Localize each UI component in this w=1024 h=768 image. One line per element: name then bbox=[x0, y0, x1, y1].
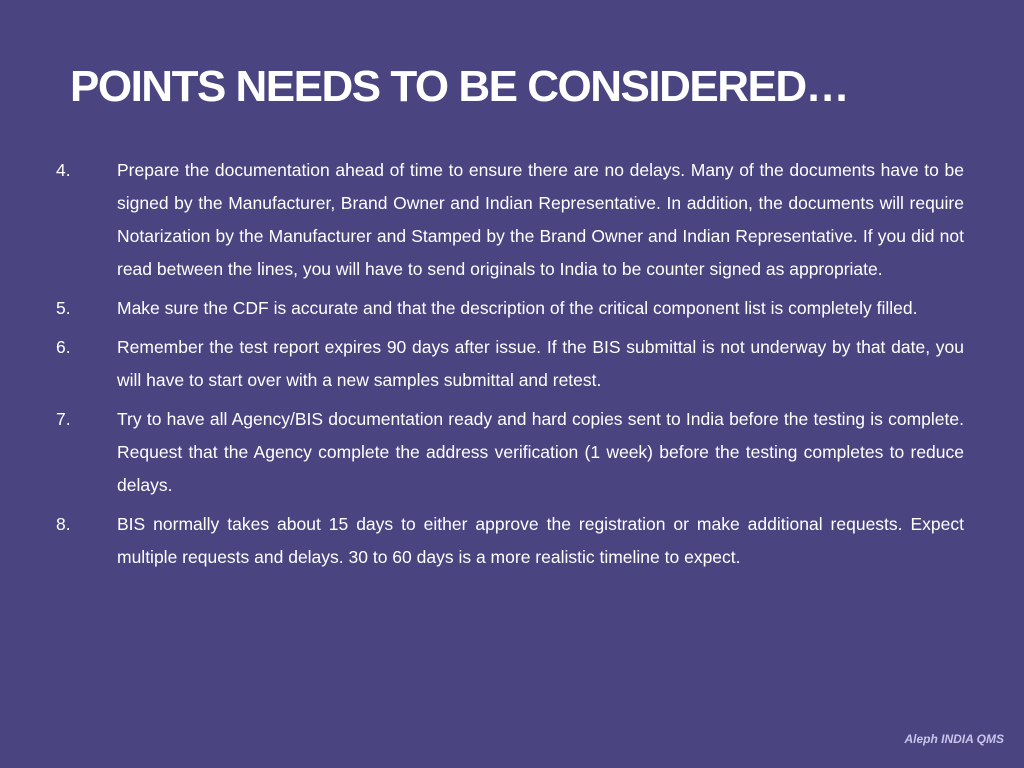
list-item bbox=[56, 403, 964, 502]
point-number: 7. bbox=[56, 409, 71, 429]
list-item bbox=[56, 292, 964, 325]
list-item bbox=[56, 508, 964, 574]
point-text: Remember the test report expires 90 days after issue. If the BIS submittal is not underway by that date, you will have to start over with a new samples submittal and retest. bbox=[117, 337, 964, 390]
slide-title: POINTS NEEDS TO BE CONSIDERED… bbox=[70, 62, 849, 111]
point-number: 5. bbox=[56, 298, 71, 318]
point-number: 4. bbox=[56, 160, 71, 180]
point-text: BIS normally takes about 15 days to either approve the registration or make additional requests. Expect multiple requests and delays. 30 to 60 days is a more realistic timeline to expect. bbox=[117, 514, 964, 567]
list-item bbox=[56, 154, 964, 286]
footer-brand: Aleph INDIA QMS bbox=[904, 732, 1004, 746]
point-text: Try to have all Agency/BIS documentation ready and hard copies sent to India before the testing is complete. Request that the Agency complete the address verification (1 week) before the testing completes to reduce delays. bbox=[117, 409, 964, 495]
points-list bbox=[56, 154, 964, 580]
point-text: Make sure the CDF is accurate and that the description of the critical component list is completely filled. bbox=[117, 298, 918, 318]
point-number: 8. bbox=[56, 514, 71, 534]
point-number: 6. bbox=[56, 337, 71, 357]
point-text: Prepare the documentation ahead of time to ensure there are no delays. Many of the documents have to be signed by the Manufacturer, Brand Owner and Indian Representative. In addition, the documents will require Notarization by the Manufacturer and Stamped by the Brand Owner and Indian Representative. If you did not read between the lines, you will have to send originals to India to be counter signed as appropriate. bbox=[117, 160, 964, 279]
list-item bbox=[56, 331, 964, 397]
